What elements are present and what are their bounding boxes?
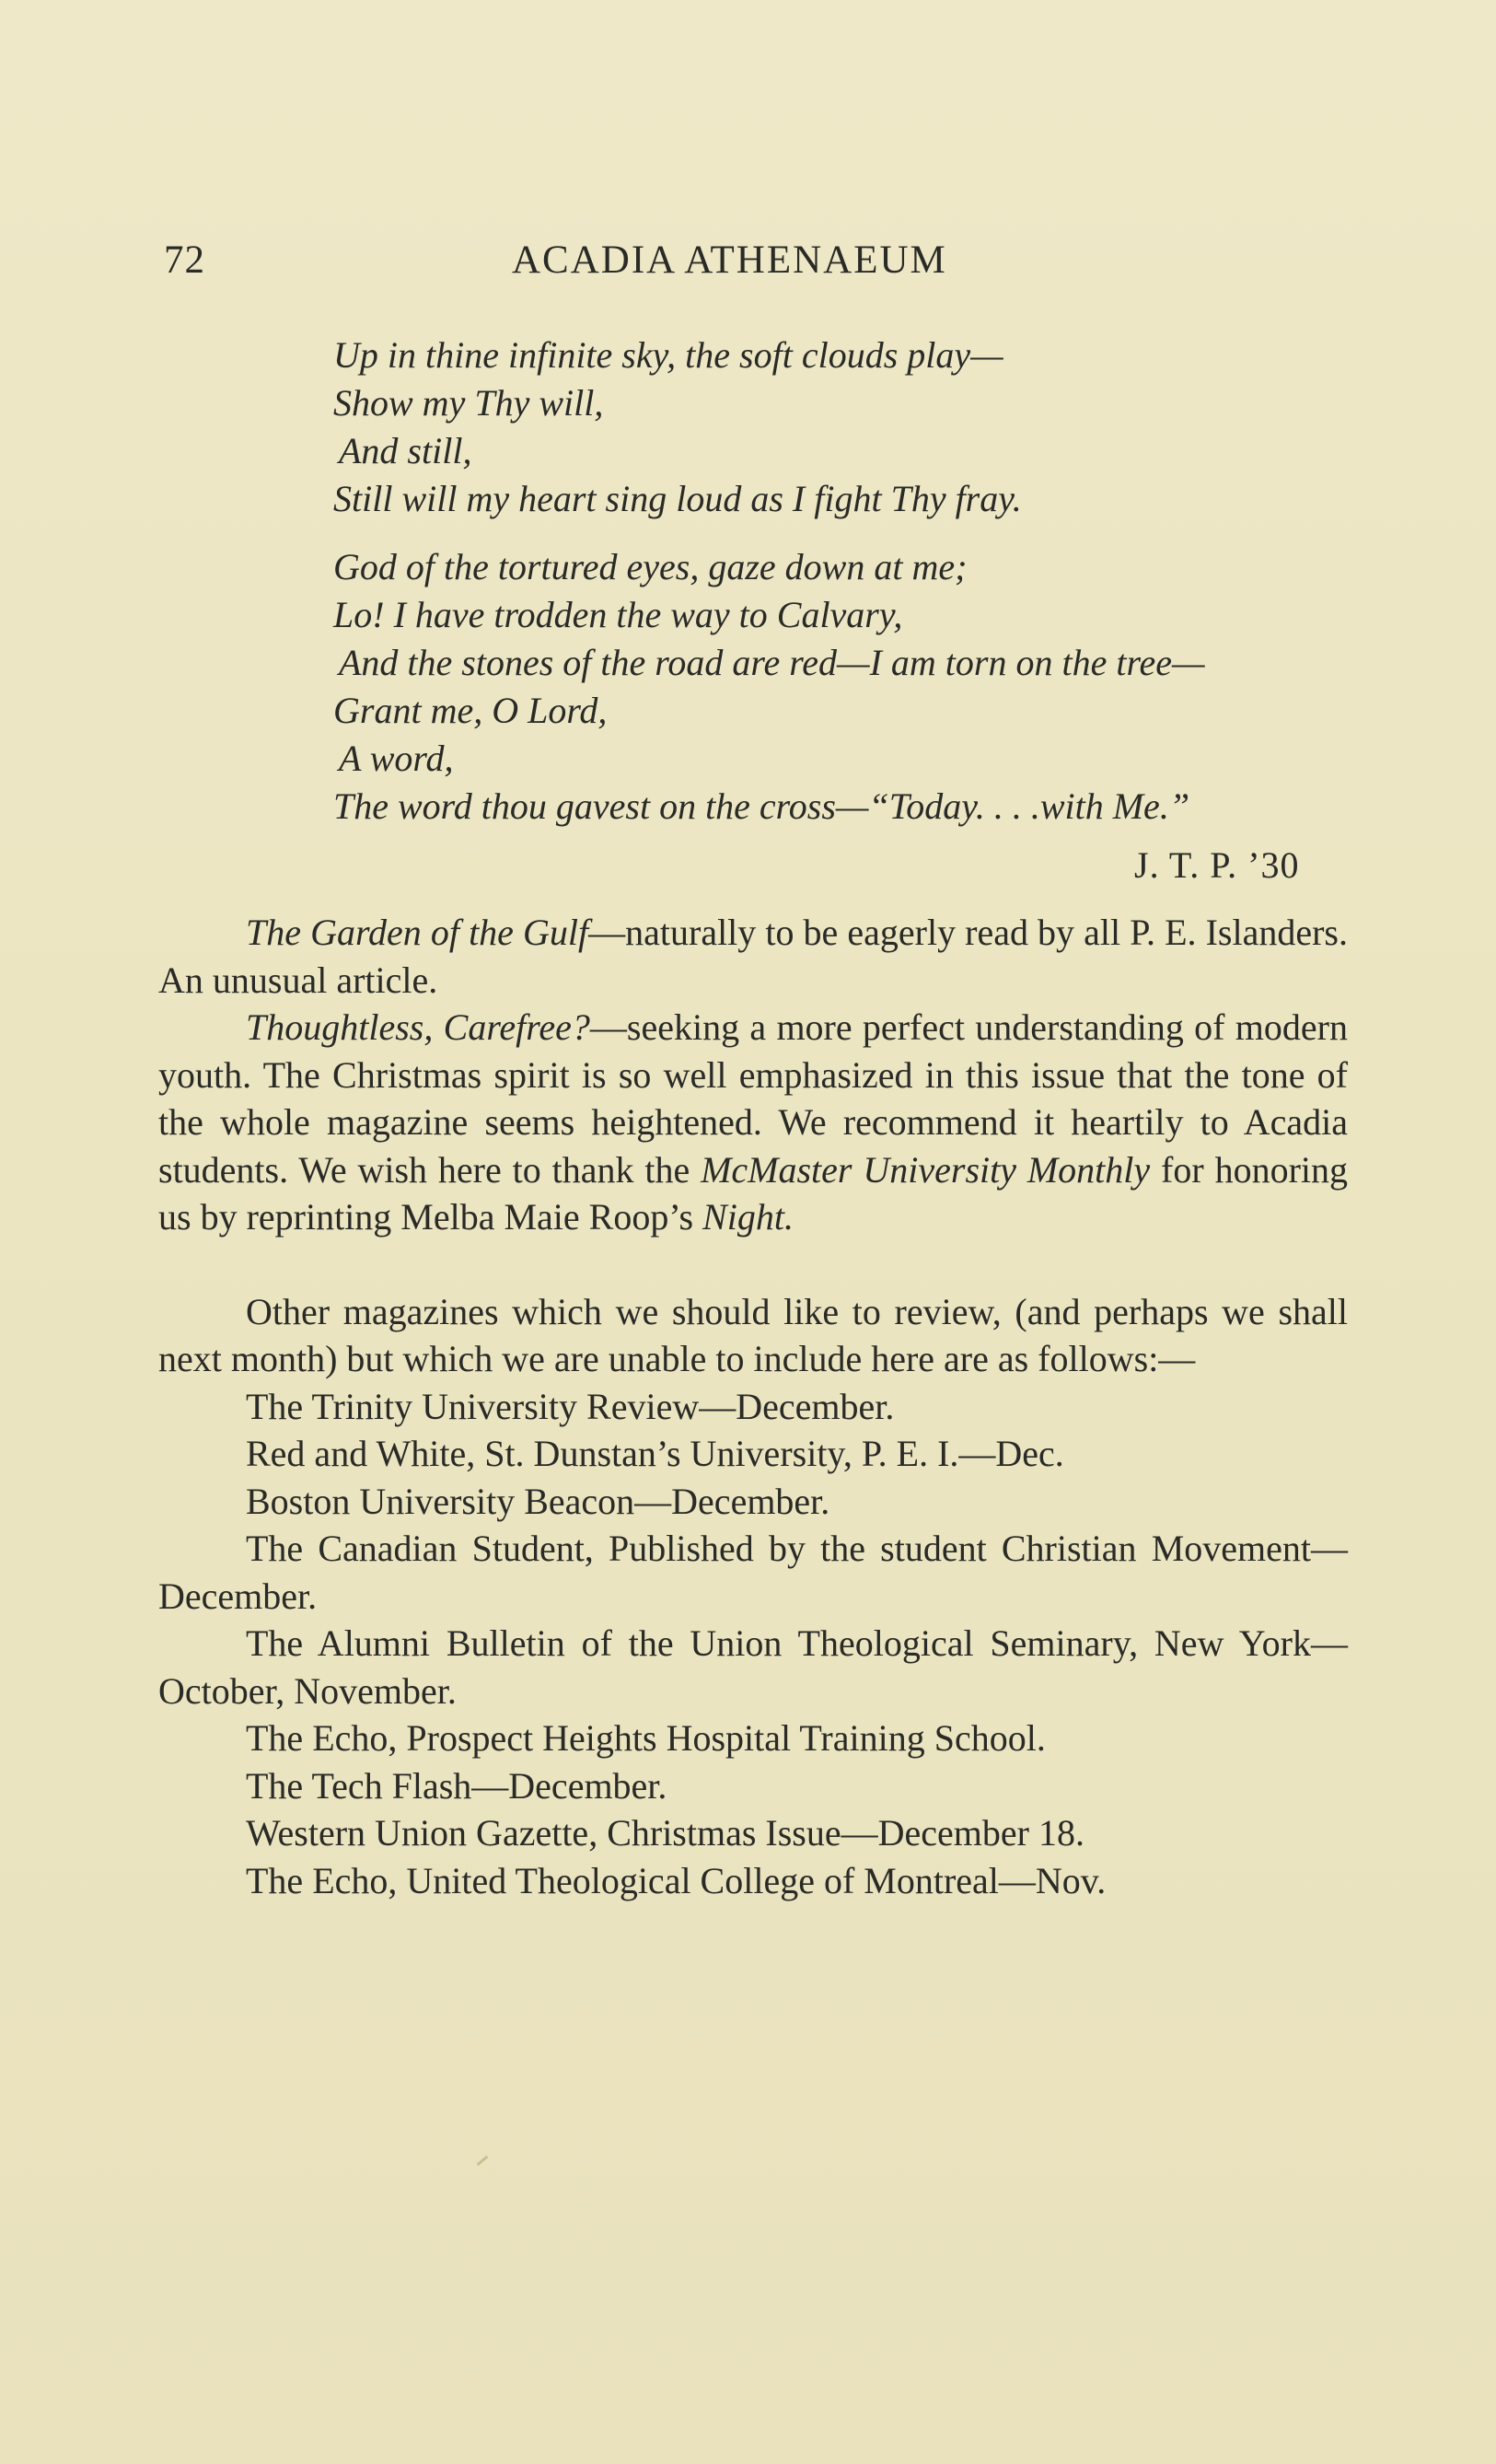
magazine-list-item: The Canadian Student, Published by the student Christian Movement—December. <box>158 1528 1348 1617</box>
page-number: 72 <box>164 238 205 282</box>
poem-line: Up in thine infinite sky, the soft clouds play— <box>333 334 1003 376</box>
page-header <box>164 238 1020 293</box>
poem-stanza <box>333 543 1355 831</box>
review-section <box>158 909 1348 1904</box>
magazine-list-item: The Echo, Prospect Heights Hospital Training School. <box>246 1717 1046 1759</box>
review-text: for honoring us by reprinting Melba Maie Roop’s <box>158 1148 1349 1238</box>
poem-line: And the stones of the road are red—I am torn on the tree— <box>339 642 1205 683</box>
poem-line: Still will my heart sing loud as I fight Thy fray. <box>333 478 1022 519</box>
article-title: The Garden of the Gulf <box>246 912 589 953</box>
magazine-list-item: Red and White, St. Dunstan’s University, P. E. I.—Dec. <box>246 1433 1064 1474</box>
magazine-list-item: Boston University Beacon—December. <box>246 1480 830 1522</box>
magazine-list-item: The Trinity University Review—December. <box>246 1385 895 1427</box>
intro-paragraph: Other magazines which we should like to review, (and perhaps we shall next month) but which we are unable to include here are as follows:— <box>158 1290 1348 1379</box>
magazine-list-item: Western Union Gazette, Christmas Issue—December 18. <box>246 1812 1084 1854</box>
magazine-title: McMaster University Monthly <box>701 1148 1151 1191</box>
poem-line: God of the tortured eyes, gaze down at me; <box>333 546 968 587</box>
poem-line: A word, <box>339 738 454 779</box>
magazine-list-item: The Tech Flash—December. <box>246 1764 667 1807</box>
magazine-list-item: The Alumni Bulletin of the Union Theological Seminary, New York—October, November. <box>158 1622 1348 1712</box>
magazine-list-item: The Echo, United Theological College of Montreal—Nov. <box>246 1859 1107 1901</box>
poem-title: Night. <box>702 1196 794 1238</box>
poem-line: And still, <box>339 430 472 471</box>
poem-stanza <box>333 331 1355 523</box>
poem-line: Show my Thy will, <box>333 382 604 424</box>
running-head: ACADIA ATHENAEUM <box>512 238 947 282</box>
poem <box>333 331 1355 831</box>
paper-blemish <box>477 2156 489 2166</box>
review-text: —naturally to be eagerly read by all P. E. Islanders. An unusual article. <box>158 912 1348 1001</box>
article-title: Thoughtless, Carefree? <box>246 1006 590 1048</box>
review-text: —seeking a more perfect understanding of modern youth. The Christmas spirit is so well emphasized in this issue that the tone of the whole magazine seems heightened. We recommend it heartily to Acadia students. We wish here to thank the <box>158 1006 1348 1191</box>
review-paragraph <box>158 1004 1348 1241</box>
poem-line: Lo! I have trodden the way to Calvary, <box>333 594 903 635</box>
review-paragraph <box>158 909 1348 1004</box>
poem-attribution: J. T. P. ’30 <box>1134 844 1300 886</box>
poem-line: Grant me, O Lord, <box>333 690 608 731</box>
poem-line: The word thou gavest on the cross—“Today. . . .with Me.” <box>333 785 1190 827</box>
